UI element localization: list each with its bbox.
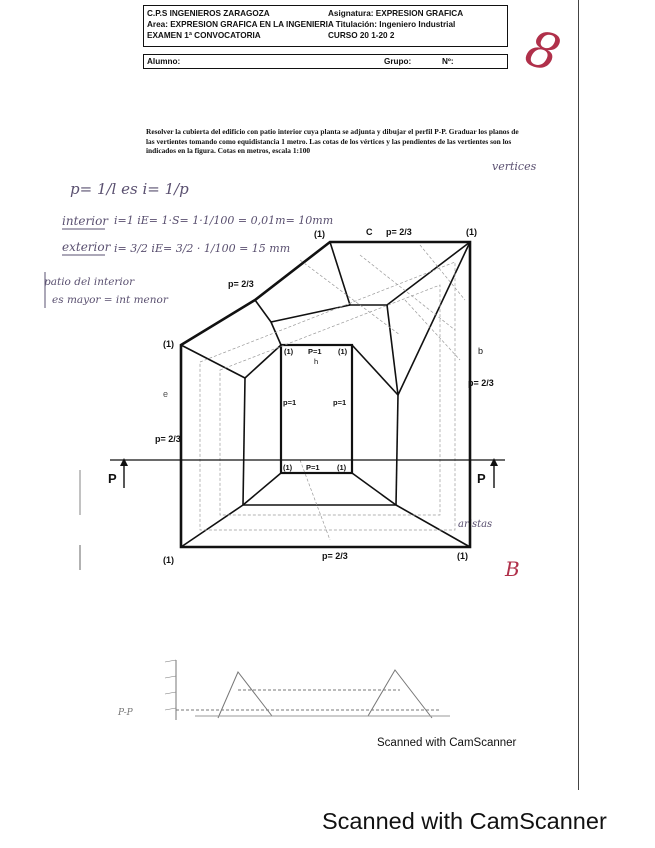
note-vertices: vertices [492, 160, 537, 173]
slope-label: p= 2/3 [228, 279, 254, 289]
section-label-left: P [108, 471, 117, 486]
group-label: Grupo: [384, 57, 412, 66]
note-patio-line1: patio del interior [44, 276, 135, 288]
number-label: Nº: [442, 57, 454, 66]
subject-name: Asignatura: EXPRESION GRAFICA [328, 9, 464, 18]
slope-label: p= 2/3 [386, 227, 412, 237]
section-label-right: P [477, 471, 486, 486]
exam-statement: Resolver la cubierta del edificio con patio interior cuya planta se adjunta y dibujar el perfil P-P. Graduar los planos de las vertientes tomando como equidistancia 1 metro. Las cotas de los vértices y las pendientes de las vertientes son los indicados en la figura. Cotas en metros, escala 1:100 [146, 127, 519, 156]
slope-label: p= 2/3 [155, 434, 181, 444]
note-exterior-label: exterior [62, 240, 111, 254]
profile-pp [165, 660, 450, 720]
inner-slope-label: P=1 [308, 347, 322, 356]
grade-mark: 8 [518, 18, 567, 84]
note-patio-line2: es mayor = int menor [52, 294, 168, 306]
inner-vertex-label: (1) [337, 463, 347, 472]
face-letter: C [366, 227, 373, 237]
note-interior-label: interior [62, 214, 109, 228]
vertex-label: (1) [163, 555, 174, 565]
vertex-label: (1) [163, 339, 174, 349]
exam-call: EXAMEN 1ª CONVOCATORIA [147, 31, 261, 40]
note-interior-formula: i=1 iE= 1·S= 1·1/100 = 0,01m= 10mm [114, 214, 334, 227]
section-arrowhead-left [120, 458, 128, 466]
profile-label: P-P [118, 708, 133, 718]
vertex-label: (1) [457, 551, 468, 561]
roof-ridges [181, 242, 470, 547]
inner-slope-label: p=1 [283, 398, 297, 407]
section-arrowhead-right [490, 458, 498, 466]
area-title: Area: EXPRESION GRAFICA EN LA INGENIERIA Titulación: Ingeniero Industrial [147, 20, 456, 29]
vertex-label: (1) [314, 229, 325, 239]
grade-letter: B [505, 557, 520, 581]
outer-outline [181, 242, 470, 547]
scanner-watermark-small: Scanned with CamScanner [377, 737, 517, 749]
inner-slope-label: P=1 [306, 463, 320, 472]
vertex-label: (1) [466, 227, 477, 237]
note-exterior-formula: i= 3/2 iE= 3/2 · 1/100 = 15 mm [114, 242, 291, 255]
inner-slope-label: p=1 [333, 398, 347, 407]
slope-label: p= 2/3 [322, 551, 348, 561]
scanner-watermark-large: Scanned with CamScanner [322, 808, 607, 834]
inner-vertex-label: (1) [284, 347, 294, 356]
school-name: C.P.S INGENIEROS ZARAGOZA [147, 9, 270, 18]
face-letter: h [314, 357, 319, 366]
contour-lines [200, 245, 465, 540]
inner-vertex-label: (1) [338, 347, 348, 356]
student-name-label: Alumno: [147, 57, 181, 66]
course-year: CURSO 20 1-20 2 [328, 31, 395, 40]
inner-vertex-label: (1) [283, 463, 293, 472]
slope-label: p= 2/3 [468, 378, 494, 388]
note-aristas: aristas [458, 519, 493, 530]
face-letter: e [163, 389, 169, 399]
face-letter: b [478, 346, 484, 356]
note-formula: p= 1/l es i= 1/p [70, 180, 189, 198]
